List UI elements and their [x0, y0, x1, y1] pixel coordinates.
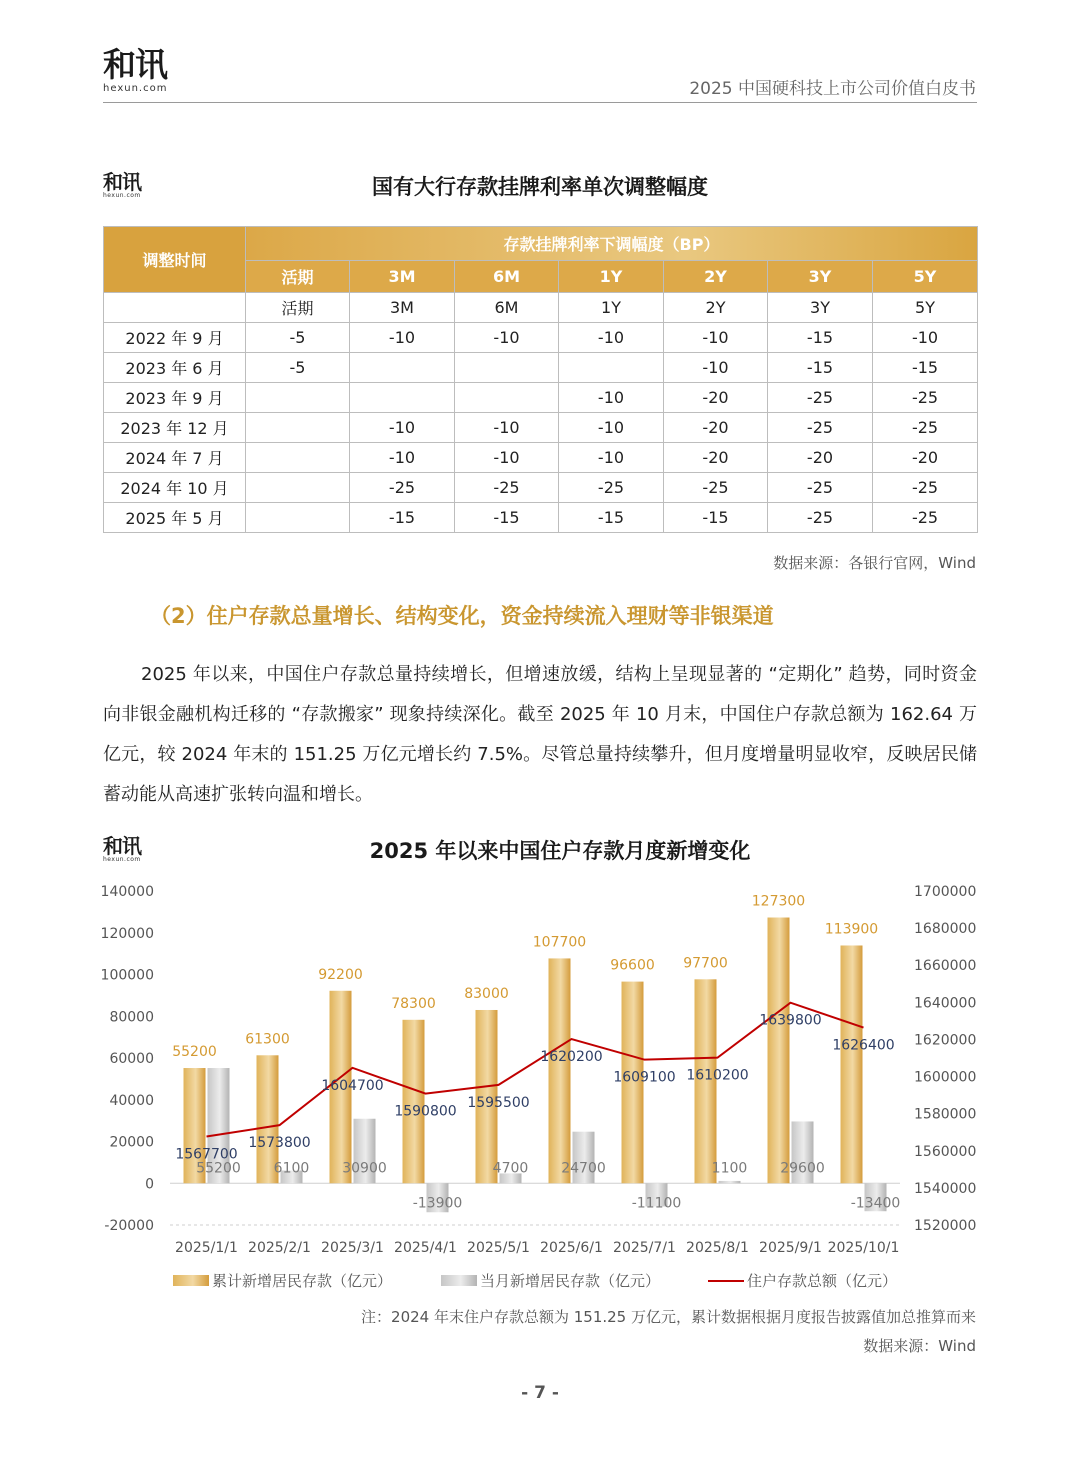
- table-cell: -25: [664, 473, 768, 503]
- legend-label-monthly: 当月新增居民存款（亿元）: [480, 1272, 661, 1290]
- table-title: 国有大行存款挂牌利率单次调整幅度: [372, 175, 708, 199]
- table-cell: -10: [559, 443, 664, 473]
- x-tick: 2025/9/1: [759, 1240, 822, 1256]
- y-left-tick: 20000: [109, 1134, 154, 1151]
- table-cell: -20: [664, 413, 768, 443]
- table-row: [104, 323, 978, 353]
- y-right-tick: 1520000: [914, 1218, 977, 1234]
- x-tick: 2025/10/1: [827, 1240, 900, 1256]
- label-monthly: -11100: [631, 1195, 682, 1212]
- chart-title: 2025 年以来中国住户存款月度新增变化: [369, 839, 751, 863]
- label-cumulative: 55200: [172, 1044, 217, 1061]
- table-cell: -15: [664, 503, 768, 533]
- table-cell: -10: [350, 413, 455, 443]
- y-right-tick: 1680000: [914, 921, 977, 938]
- label-cumulative: 107700: [532, 934, 587, 951]
- column-header: 活期: [246, 261, 350, 293]
- y-right-tick: 1540000: [914, 1180, 977, 1197]
- table-row: [104, 383, 978, 413]
- header-divider: [103, 102, 977, 103]
- column-header: 6M: [455, 261, 559, 293]
- label-monthly: 24700: [561, 1160, 606, 1177]
- label-total: 1604700: [321, 1077, 384, 1094]
- table-cell: -10: [350, 323, 455, 353]
- document-title: 2025 中国硬科技上市公司价值白皮书: [689, 79, 976, 99]
- table-cell: -15: [768, 353, 873, 383]
- y-left-tick: 80000: [109, 1009, 154, 1026]
- table-cell: 3M: [350, 293, 455, 323]
- bar-cumulative: [403, 1020, 425, 1183]
- table-cell: -25: [455, 473, 559, 503]
- label-total: 1590800: [394, 1103, 457, 1120]
- table-cell: [350, 383, 455, 413]
- y-left-tick: 60000: [109, 1051, 154, 1067]
- table-cell: 6M: [455, 293, 559, 323]
- table-cell: [455, 383, 559, 413]
- label-total: 1639800: [759, 1012, 822, 1029]
- page-number: - 7 -: [521, 1383, 559, 1403]
- x-tick: 2025/1/1: [175, 1240, 238, 1256]
- y-left-tick: 120000: [100, 925, 154, 942]
- table-cell: [246, 413, 350, 443]
- table-cell: -25: [350, 473, 455, 503]
- table-cell: -20: [768, 443, 873, 473]
- table-cell: -25: [873, 473, 978, 503]
- table-row: [104, 473, 978, 503]
- label-monthly: 29600: [780, 1160, 825, 1177]
- table-cell: -25: [768, 383, 873, 413]
- x-tick: 2025/5/1: [467, 1240, 530, 1256]
- table-cell: -25: [873, 413, 978, 443]
- table-cell: -25: [873, 503, 978, 533]
- table-cell: -15: [768, 323, 873, 353]
- deposit-chart: [0, 870, 1080, 1300]
- table-cell: [246, 383, 350, 413]
- x-tick: 2025/2/1: [248, 1240, 311, 1256]
- header-group: 存款挂牌利率下调幅度（BP）: [246, 227, 978, 261]
- rate-table: [103, 226, 978, 533]
- label-total: 1610200: [686, 1067, 749, 1084]
- label-cumulative: 83000: [464, 985, 509, 1002]
- label-total: 1573800: [248, 1135, 311, 1152]
- table-cell: -10: [559, 383, 664, 413]
- label-cumulative: 78300: [391, 995, 436, 1012]
- label-total: 1567700: [175, 1146, 238, 1163]
- logo-domain: hexun.com: [103, 856, 141, 863]
- label-cumulative: 61300: [245, 1031, 290, 1048]
- table-source: 数据来源：各银行官网，Wind: [773, 554, 976, 572]
- x-tick: 2025/3/1: [321, 1240, 384, 1256]
- label-monthly: 30900: [342, 1160, 387, 1177]
- table-cell: 3Y: [768, 293, 873, 323]
- table-cell: -5: [246, 353, 350, 383]
- table-cell: [246, 473, 350, 503]
- table-cell: -25: [768, 503, 873, 533]
- table-cell: [246, 443, 350, 473]
- bar-cumulative: [768, 918, 790, 1184]
- table-cell: -10: [559, 413, 664, 443]
- table-cell: 2Y: [664, 293, 768, 323]
- label-monthly: 4700: [492, 1160, 529, 1177]
- table-cell: 5Y: [873, 293, 978, 323]
- table-cell: -10: [664, 353, 768, 383]
- table-cell: [559, 353, 664, 383]
- label-total: 1620200: [540, 1049, 603, 1066]
- table-cell: -10: [455, 443, 559, 473]
- y-right-tick: 1600000: [914, 1069, 977, 1086]
- column-header: 3M: [350, 261, 455, 293]
- logo-wordmark: 和讯: [103, 170, 141, 194]
- chart-source: 数据来源：Wind: [863, 1337, 976, 1355]
- row-time: 2023 年 12 月: [104, 413, 246, 443]
- label-total: 1595500: [467, 1094, 530, 1111]
- label-monthly: 55200: [196, 1160, 241, 1177]
- row-time: 2022 年 9 月: [104, 323, 246, 353]
- x-tick: 2025/6/1: [540, 1240, 603, 1256]
- legend-swatch-monthly: [441, 1275, 477, 1286]
- table-cell: -25: [768, 413, 873, 443]
- y-left-tick: 100000: [100, 967, 154, 984]
- column-header: 5Y: [873, 261, 978, 293]
- header-time: 调整时间: [104, 227, 246, 293]
- table-cell: 1Y: [559, 293, 664, 323]
- table-header-row: [104, 227, 978, 261]
- y-left-tick: 140000: [100, 884, 154, 900]
- table-cell: -10: [664, 323, 768, 353]
- table-cell: -10: [455, 413, 559, 443]
- table-cell: [350, 353, 455, 383]
- column-header: 2Y: [664, 261, 768, 293]
- bar-cumulative: [841, 945, 863, 1183]
- y-right-tick: 1660000: [914, 958, 977, 975]
- table-cell: [455, 353, 559, 383]
- y-left-tick: -20000: [104, 1218, 154, 1234]
- table-row: [104, 503, 978, 533]
- y-right-tick: 1640000: [914, 995, 977, 1012]
- row-time: 2024 年 7 月: [104, 443, 246, 473]
- table-cell: -15: [455, 503, 559, 533]
- column-header: 1Y: [559, 261, 664, 293]
- row-time: 2023 年 6 月: [104, 353, 246, 383]
- body-paragraph: 2025 年以来，中国住户存款总量持续增长，但增速放缓，结构上呈现显著的 “定期化” 趋势，同时资金向非银金融机构迁移的 “存款搬家” 现象持续深化。截至 2025 年 10 月末，中国住户存款总额为 162.64 万亿元，较 2024 年末的 151.25 万亿元增长约 7.5%。尽管总量持续攀升，但月度增量明显收窄，反映居民储蓄动能从高速扩张转向温和增长。: [103, 664, 977, 805]
- label-cumulative: 92200: [318, 966, 363, 983]
- label-total: 1626400: [832, 1037, 895, 1054]
- table-cell: -10: [559, 323, 664, 353]
- row-time: 2023 年 9 月: [104, 383, 246, 413]
- bar-monthly: [719, 1181, 741, 1183]
- column-header: 3Y: [768, 261, 873, 293]
- logo-wordmark: 和讯: [103, 45, 167, 84]
- logo-domain: hexun.com: [103, 192, 141, 199]
- section-subheading: （2）住户存款总量增长、结构变化，资金持续流入理财等非银渠道: [150, 604, 774, 628]
- bar-cumulative: [549, 958, 571, 1183]
- legend-label-total: 住户存款总额（亿元）: [747, 1272, 898, 1290]
- label-cumulative: 127300: [751, 893, 806, 910]
- y-right-tick: 1580000: [914, 1106, 977, 1123]
- table-cell: [246, 503, 350, 533]
- table-cell: -20: [664, 383, 768, 413]
- table-cell: 活期: [246, 293, 350, 323]
- x-tick: 2025/7/1: [613, 1240, 676, 1256]
- table-row: [104, 353, 978, 383]
- table-cell: -15: [350, 503, 455, 533]
- table-row: [104, 413, 978, 443]
- table-cell: -10: [873, 323, 978, 353]
- label-cumulative: 96600: [610, 957, 655, 974]
- y-right-tick: 1700000: [914, 884, 977, 900]
- row-time: 2025 年 5 月: [104, 503, 246, 533]
- label-monthly: -13400: [850, 1195, 901, 1212]
- label-monthly: 1100: [711, 1160, 748, 1177]
- y-left-tick: 0: [145, 1176, 154, 1193]
- label-cumulative: 113900: [824, 921, 879, 938]
- legend-swatch-cumulative: [173, 1275, 209, 1286]
- table-cell: -25: [873, 383, 978, 413]
- y-left-tick: 40000: [109, 1092, 154, 1109]
- x-tick: 2025/8/1: [686, 1240, 749, 1256]
- table-cell: -10: [350, 443, 455, 473]
- y-right-tick: 1620000: [914, 1032, 977, 1049]
- table-cell: -20: [664, 443, 768, 473]
- hexun-logo: [103, 45, 183, 94]
- x-tick: 2025/4/1: [394, 1240, 457, 1256]
- label-total: 1609100: [613, 1069, 676, 1086]
- label-cumulative: 97700: [683, 955, 728, 972]
- table-cell: -15: [559, 503, 664, 533]
- chart-note: 注：2024 年末住户存款总额为 151.25 万亿元，累计数据根据月度报告披露值加总推算而来: [361, 1308, 976, 1326]
- logo-domain: hexun.com: [103, 83, 168, 94]
- legend-label-cumulative: 累计新增居民存款（亿元）: [212, 1272, 393, 1290]
- table-cell: -20: [873, 443, 978, 473]
- table-cell: -25: [768, 473, 873, 503]
- logo-wordmark: 和讯: [103, 834, 141, 858]
- row-time: 2024 年 10 月: [104, 473, 246, 503]
- table-cell: -10: [455, 323, 559, 353]
- row-time: [104, 293, 246, 323]
- y-right-tick: 1560000: [914, 1143, 977, 1160]
- table-cell: -25: [559, 473, 664, 503]
- label-monthly: 6100: [273, 1160, 310, 1177]
- table-cell: -5: [246, 323, 350, 353]
- table-row: [104, 293, 978, 323]
- label-monthly: -13900: [412, 1195, 463, 1212]
- table-row: [104, 443, 978, 473]
- table-cell: -15: [873, 353, 978, 383]
